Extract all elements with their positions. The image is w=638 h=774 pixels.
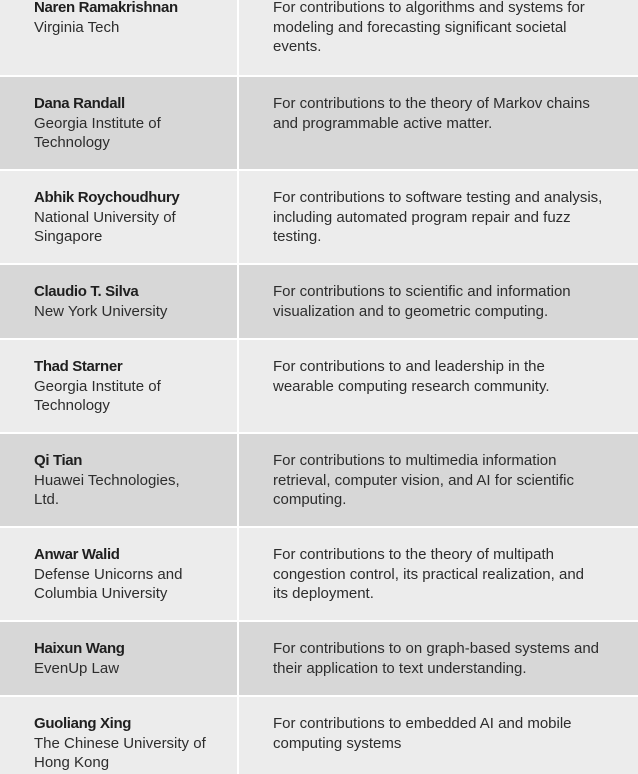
table-row — [0, 265, 638, 338]
fellow-citation-cell — [239, 340, 638, 432]
table-row — [0, 697, 638, 774]
fellow-affiliation: EvenUp Law — [34, 659, 120, 677]
fellow-name-cell — [0, 171, 239, 263]
table-row — [0, 171, 638, 263]
fellow-citation: For contributions to algorithms and systems for modeling and forecasting significant societal events. — [273, 0, 585, 55]
fellow-citation-cell — [239, 622, 638, 695]
table-row — [0, 77, 638, 169]
table-row — [0, 340, 638, 432]
fellow-name: Abhik Roychoudhury — [34, 189, 180, 206]
fellow-name-cell — [0, 340, 239, 432]
fellow-name: Anwar Walid — [34, 546, 120, 563]
table-row — [0, 434, 638, 526]
fellow-citation: For contributions to embedded AI and mobile computing systems — [273, 715, 572, 752]
fellow-name-cell — [0, 528, 239, 620]
fellow-affiliation: The Chinese University of Hong Kong — [34, 734, 206, 771]
fellow-affiliation: Georgia Institute of Technology — [34, 377, 161, 414]
fellow-citation-cell — [239, 0, 638, 75]
fellow-affiliation: Virginia Tech — [34, 18, 120, 36]
fellow-citation: For contributions to software testing and analysis, including automated program repair and fuzz testing. — [273, 189, 603, 245]
fellow-citation-cell — [239, 265, 638, 338]
fellow-name-cell — [0, 265, 239, 338]
fellow-affiliation: Huawei Technologies, Ltd. — [34, 471, 180, 508]
fellow-name: Haixun Wang — [34, 640, 125, 657]
table-row — [0, 622, 638, 695]
fellow-affiliation: National University of Singapore — [34, 208, 176, 245]
fellow-citation-cell — [239, 434, 638, 526]
fellow-affiliation: Defense Unicorns and Columbia University — [34, 565, 183, 602]
fellow-name-cell — [0, 697, 239, 774]
table-row — [0, 528, 638, 620]
fellow-name: Thad Starner — [34, 358, 123, 375]
fellow-citation-cell — [239, 528, 638, 620]
fellow-name: Naren Ramakrishnan — [34, 0, 178, 16]
fellow-name: Guoliang Xing — [34, 715, 132, 732]
fellow-citation-cell — [239, 697, 638, 774]
fellow-name-cell — [0, 434, 239, 526]
fellow-citation: For contributions to and leadership in the wearable computing research community. — [273, 358, 550, 395]
fellow-affiliation: Georgia Institute of Technology — [34, 114, 161, 151]
table-row — [0, 0, 638, 75]
fellow-affiliation: New York University — [34, 302, 168, 320]
fellow-citation: For contributions to on graph-based systems and their application to text understanding. — [273, 640, 600, 677]
fellow-name: Claudio T. Silva — [34, 283, 139, 300]
fellow-citation-cell — [239, 77, 638, 169]
fellow-citation: For contributions to multimedia information retrieval, computer vision, and AI for scientific computing. — [273, 452, 574, 508]
fellow-name-cell — [0, 77, 239, 169]
fellow-citation: For contributions to the theory of multipath congestion control, its practical realization, and its deployment. — [273, 546, 585, 602]
fellow-name-cell — [0, 0, 239, 75]
fellow-citation-cell — [239, 171, 638, 263]
fellow-citation: For contributions to scientific and information visualization and to geometric computing. — [273, 283, 571, 320]
fellow-name: Qi Tian — [34, 452, 83, 469]
fellow-name: Dana Randall — [34, 95, 125, 112]
fellow-citation: For contributions to the theory of Markov chains and programmable active matter. — [273, 95, 590, 132]
fellow-name-cell — [0, 622, 239, 695]
